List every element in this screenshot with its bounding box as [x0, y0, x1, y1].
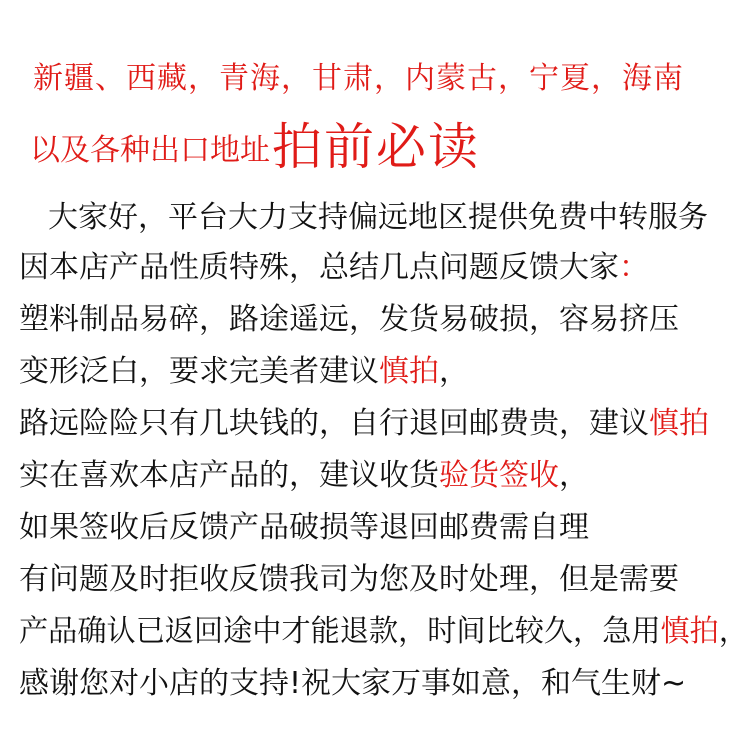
notice-body-line [19, 302, 679, 337]
title-highlight: 拍前必读 [272, 118, 480, 176]
highlight-text: 验货签收 [439, 458, 559, 493]
title-prefix: 以及各种出口地址 [30, 133, 270, 168]
line-text: 如果签收后反馈产品破损等退回邮费需自理 [19, 510, 589, 545]
line-text: 大家好，平台大力支持偏远地区提供免费中转服务 [48, 200, 708, 235]
line-text: 变形泛白，要求完美者建议 [19, 354, 379, 389]
notice-body-line [19, 614, 748, 649]
notice-body-line [19, 406, 709, 441]
notice-title-line [30, 118, 480, 176]
line-text: ， [559, 458, 589, 493]
highlight-text: ： [619, 250, 649, 285]
notice-body-line [19, 510, 589, 545]
notice-body-line [19, 354, 469, 389]
regions-text: 新疆、西藏，青海，甘肃，内蒙古，宁夏，海南 [33, 61, 684, 96]
line-text: 感谢您对小店的支持!祝大家万事如意，和气生财~ [19, 666, 687, 701]
notice-body-line [19, 562, 679, 597]
notice-body-line [48, 200, 708, 235]
line-text: 因本店产品性质特殊，总结几点问题反馈大家 [19, 250, 619, 285]
highlight-text: 慎拍 [660, 614, 719, 649]
line-text: 路远险险只有几块钱的，自行退回邮费贵，建议 [19, 406, 649, 441]
highlight-text: 慎拍 [379, 354, 439, 389]
notice-body-line [19, 458, 589, 493]
notice-body-line [19, 250, 649, 285]
line-text: 塑料制品易碎，路途遥远，发货易破损，容易挤压 [19, 302, 679, 337]
line-text: 有问题及时拒收反馈我司为您及时处理，但是需要 [19, 562, 679, 597]
line-text: ， [439, 354, 469, 389]
notice-regions-line [33, 61, 684, 96]
highlight-text: 慎拍 [649, 406, 709, 441]
notice-body-line [19, 666, 687, 701]
line-text: 实在喜欢本店产品的，建议收货 [19, 458, 439, 493]
line-text: ， [718, 614, 748, 649]
line-text: 产品确认已返回途中才能退款，时间比较久，急用 [19, 614, 661, 649]
